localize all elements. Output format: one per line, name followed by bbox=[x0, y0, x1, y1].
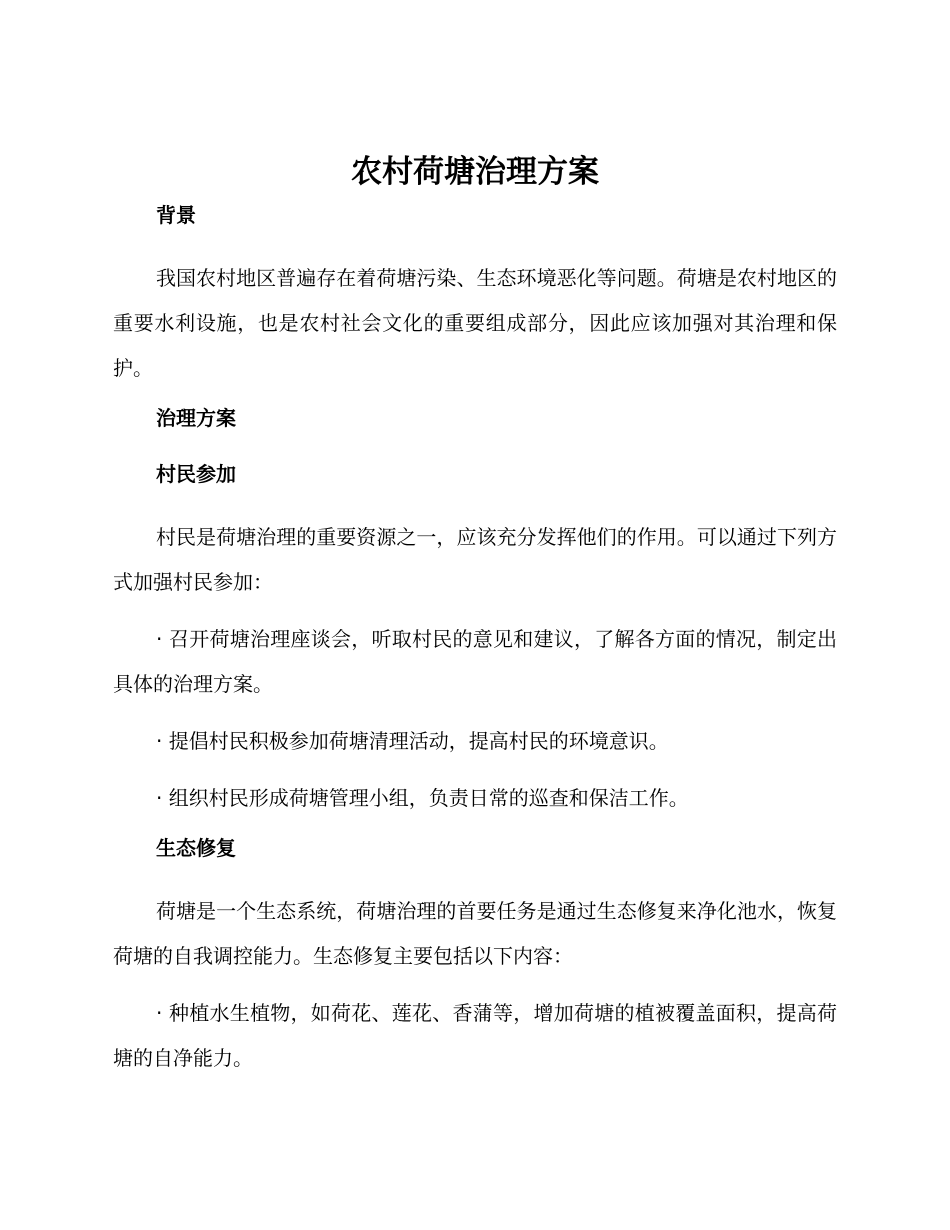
villagers-bullet-1: · 召开荷塘治理座谈会，听取村民的意见和建议，了解各方面的情况，制定出具体的治理方案。 bbox=[113, 627, 837, 696]
background-paragraph: 我国农村地区普遍存在着荷塘污染、生态环境恶化等问题。荷塘是农村地区的重要水利设施，也是农村社会文化的重要组成部分，因此应该加强对其治理和保护。 bbox=[113, 266, 837, 380]
section-heading-background: 背景 bbox=[156, 203, 196, 227]
eco-paragraph: 荷塘是一个生态系统，荷塘治理的首要任务是通过生态修复来净化池水，恢复荷塘的自我调控能力。生态修复主要包括以下内容： bbox=[113, 899, 837, 968]
section-heading-eco: 生态修复 bbox=[156, 836, 236, 860]
villagers-bullet-2: · 提倡村民积极参加荷塘清理活动，提高村民的环境意识。 bbox=[156, 729, 669, 753]
villagers-paragraph: 村民是荷塘治理的重要资源之一，应该充分发挥他们的作用。可以通过下列方式加强村民参加： bbox=[113, 525, 837, 594]
section-heading-plan: 治理方案 bbox=[156, 406, 236, 430]
document-title: 农村荷塘治理方案 bbox=[351, 154, 599, 190]
document-page bbox=[113, 150, 837, 1093]
section-heading-villagers: 村民参加 bbox=[156, 462, 236, 486]
eco-bullet-1: · 种植水生植物，如荷花、莲花、香蒲等，增加荷塘的植被覆盖面积，提高荷塘的自净能力。 bbox=[113, 1001, 837, 1070]
villagers-bullet-3: · 组织村民形成荷塘管理小组，负责日常的巡查和保洁工作。 bbox=[156, 786, 689, 810]
